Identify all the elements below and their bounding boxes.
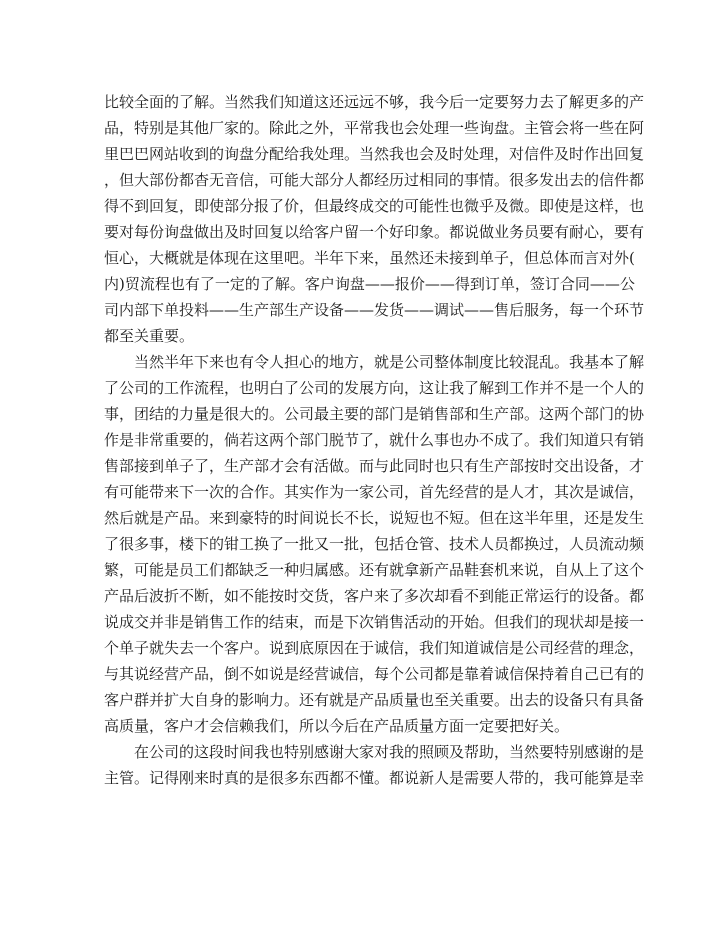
text-line: 客户群并扩大自身的影响力。还有就是产品质量也至关重要。出去的设备只有具备 — [104, 691, 645, 709]
text-line: 作是非常重要的，倘若这两个部门脱节了，就什么事也办不成了。我们知道只有销 — [104, 431, 645, 449]
text-line: ，但大部份都杳无音信，可能大部分人都经历过相同的事情。很多发出去的信件都 — [104, 171, 645, 189]
text-line: 与其说经营产品，倒不如说是经营诚信，每个公司都是靠着诚信保持着自己已有的 — [104, 665, 645, 683]
text-line: 都至关重要。 — [104, 327, 195, 345]
text-line: 比较全面的了解。当然我们知道这还远远不够，我今后一定要努力去了解更多的产 — [104, 93, 645, 111]
text-line: 内)贸流程也有了一定的了解。客户询盘——报价——得到订单，签订合同——公 — [104, 275, 635, 293]
text-line: 主管。记得刚来时真的是很多东西都不懂。都说新人是需要人带的，我可能算是幸 — [104, 769, 645, 787]
text-line: 司内部下单投料——生产部生产设备——发货——调试——售后服务，每一个环节 — [104, 301, 645, 319]
text-line: 高质量，客户才会信赖我们，所以今后在产品质量方面一定要把好关。 — [104, 717, 570, 735]
text-line: 恒心，大概就是体现在这里吧。半年下来，虽然还未接到单子，但总体而言对外( — [104, 249, 635, 267]
text-line: 产品后波折不断，如不能按时交货，客户来了多次却看不到能正常运行的设备。都 — [104, 587, 645, 605]
text-line: 个单子就失去一个客户。说到底原因在于诚信，我们知道诚信是公司经营的理念， — [104, 639, 645, 657]
text-line: 有可能带来下一次的合作。其实作为一家公司，首先经营的是人才，其次是诚信， — [104, 483, 645, 501]
text-line: 了很多事，楼下的钳工换了一批又一批，包括仓管、技术人员都换过，人员流动频 — [104, 535, 645, 553]
text-line: 说成交并非是销售工作的结束，而是下次销售活动的开始。但我们的现状却是接一 — [104, 613, 645, 631]
text-line: 然后就是产品。来到豪特的时间说长不长，说短也不短。但在这半年里，还是发生 — [104, 509, 645, 527]
text-line: 要对每份询盘做出及时回复以给客户留一个好印象。都说做业务员要有耐心，要有 — [104, 223, 645, 241]
text-line: 品，特别是其他厂家的。除此之外，平常我也会处理一些询盘。主管会将一些在阿 — [104, 119, 645, 137]
paragraph-first-line: 当然半年下来也有令人担心的地方，就是公司整体制度比较混乱。我基本了解 — [134, 353, 645, 371]
text-line: 繁，可能是员工们都缺乏一种归属感。还有就拿新产品鞋套机来说，自从上了这个 — [104, 561, 645, 579]
body-text — [104, 89, 645, 791]
text-line: 售部接到单子了，生产部才会有活做。而与此同时也只有生产部按时交出设备，才 — [104, 457, 645, 475]
paragraph-first-line: 在公司的这段时间我也特别感谢大家对我的照顾及帮助，当然要特别感谢的是 — [134, 743, 645, 761]
text-line: 里巴巴网站收到的询盘分配给我处理。当然我也会及时处理，对信件及时作出回复 — [104, 145, 645, 163]
text-line: 事，团结的力量是很大的。公司最主要的部门是销售部和生产部。这两个部门的协 — [104, 405, 645, 423]
text-line: 得不到回复，即使部分报了价，但最终成交的可能性也微乎及微。即使是这样，也 — [104, 197, 645, 215]
text-line: 了公司的工作流程，也明白了公司的发展方向，这让我了解到工作并不是一个人的 — [104, 379, 645, 397]
